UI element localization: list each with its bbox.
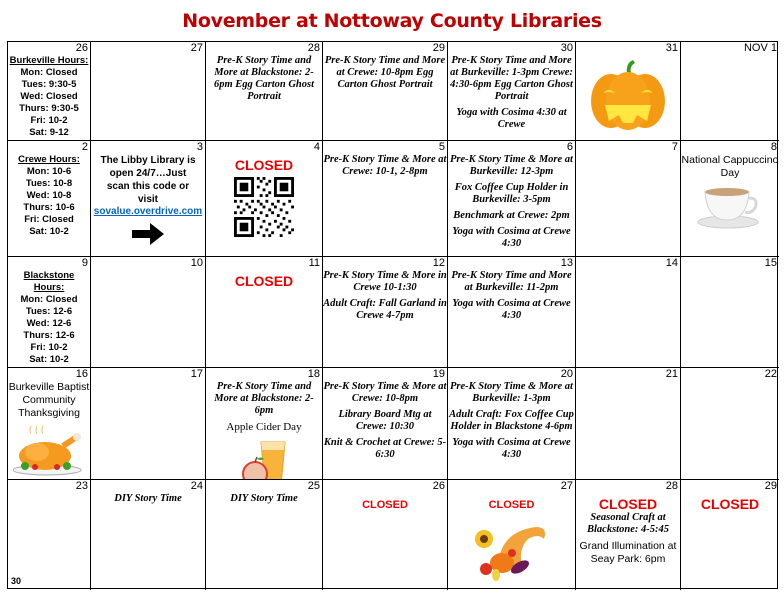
calendar-day-cell	[323, 141, 448, 257]
calendar-day-cell	[323, 42, 448, 141]
day-number: 15	[764, 257, 777, 269]
day-content	[206, 493, 322, 509]
event-item: Pre-K Story Time & More at Burkeville: 1-3pm	[450, 381, 573, 404]
day-number: 26	[432, 480, 445, 492]
page-title: November at Nottoway County Libraries	[182, 10, 602, 32]
day-number: 16	[75, 368, 88, 380]
event-item: Pre-K Story Time & More at Burkeville: 12-3pm	[450, 154, 573, 177]
day-content	[448, 381, 575, 465]
closed-label: CLOSED	[598, 496, 658, 512]
day-content	[323, 154, 447, 182]
day-number: NOV 1	[743, 42, 777, 54]
closed-label: CLOSED	[362, 499, 408, 511]
hours-line: Sat: 9-12	[29, 127, 69, 138]
calendar-grid	[7, 41, 778, 589]
hours-line: Sat: 10-2	[29, 354, 69, 365]
cornucopia-icon	[448, 517, 575, 586]
closed-label: CLOSED	[234, 157, 294, 173]
day-number: 5	[438, 141, 445, 153]
day-content	[323, 55, 447, 95]
event-note: Grand Illumination at Seay Park: 6pm	[579, 540, 677, 565]
day-content	[206, 270, 322, 289]
day-number: 29	[764, 480, 777, 492]
event-item: Pre-K Story Time and More at Burkeville: 11-2pm	[451, 270, 572, 293]
calendar-day-cell	[91, 480, 206, 590]
hours-line: Thurs: 12-6	[23, 330, 75, 341]
calendar-day-cell	[91, 368, 206, 480]
day-content	[8, 154, 90, 238]
calendar-day-cell	[448, 368, 576, 480]
day-content	[323, 270, 447, 326]
day-content	[681, 493, 779, 512]
calendar-day-cell	[448, 42, 576, 141]
branch-hours	[8, 55, 90, 139]
day-content	[8, 381, 90, 480]
calendar-day-cell	[206, 141, 323, 257]
calendar-day-cell	[8, 480, 91, 590]
event-item: Pre-K Story Time & More at Crewe: 10-1, 2-8pm	[323, 154, 447, 177]
event-item: DIY Story Time	[114, 493, 182, 504]
day-number: 4	[313, 141, 320, 153]
calendar-day-cell	[576, 257, 681, 368]
hours-line: Thurs: 9:30-5	[19, 103, 79, 114]
coffee-cup-icon	[681, 184, 779, 235]
event-note: National Cappuccino Day	[681, 154, 779, 179]
calendar-day-cell	[576, 42, 681, 141]
hours-line: Tues: 10-8	[25, 178, 73, 189]
calendar-day-cell	[576, 368, 681, 480]
day-content	[206, 381, 322, 480]
calendar-day-cell	[206, 257, 323, 368]
day-number: 14	[665, 257, 678, 269]
hours-header: Crewe Hours:	[18, 154, 80, 165]
day-content	[448, 493, 575, 586]
event-item: Seasonal Craft at Blackstone: 4-5:45	[587, 512, 669, 535]
day-number: 10	[190, 257, 203, 269]
calendar-day-cell	[206, 42, 323, 141]
day-number-30: 30	[11, 576, 22, 586]
day-number: 21	[665, 368, 678, 380]
calendar-day-cell	[681, 480, 779, 590]
event-item: Yoga with Cosima at Crewe 4:30	[452, 226, 571, 249]
day-content	[323, 493, 447, 513]
event-item: Pre-K Story Time and More at Blackstone: 2-6pm Egg Carton Ghost Portrait	[213, 55, 315, 102]
event-item: Pre-K Story Time and More at Blackstone: 2-6pm	[214, 381, 314, 416]
event-item: Pre-K Story Time and More at Crewe: 10-8pm Egg Carton Ghost Portrait	[324, 55, 446, 90]
qr-code-icon	[206, 177, 322, 242]
day-number: 18	[307, 368, 320, 380]
branch-hours	[8, 154, 90, 238]
day-content	[206, 55, 322, 107]
day-number: 17	[190, 368, 203, 380]
hours-line: Fri: Closed	[24, 214, 74, 225]
hours-line: Tues: 9:30-5	[21, 79, 77, 90]
event-item: Pre-K Story Time & More at Crewe: 10-8pm	[323, 381, 447, 404]
overdrive-link[interactable]: sovalue.overdrive.com	[93, 206, 203, 217]
closed-label: CLOSED	[488, 499, 535, 511]
calendar-day-cell	[91, 141, 206, 257]
day-number: 31	[665, 42, 678, 54]
day-content	[681, 154, 779, 235]
apple-cider-icon	[206, 438, 322, 480]
event-item: DIY Story Time	[230, 493, 298, 504]
day-content	[323, 381, 447, 465]
day-number: 27	[190, 42, 203, 54]
hours-line: Tues: 12-6	[25, 306, 73, 317]
day-number: 27	[560, 480, 573, 492]
calendar-day-cell	[681, 368, 779, 480]
calendar-day-cell	[576, 141, 681, 257]
calendar-day-cell	[206, 480, 323, 590]
day-number: 8	[770, 141, 777, 153]
day-content	[206, 154, 322, 242]
hours-line: Mon: Closed	[20, 294, 78, 305]
day-number: 30	[560, 42, 573, 54]
day-number: 19	[432, 368, 445, 380]
event-item: Yoga with Cosima 4:30 at Crewe	[456, 107, 567, 130]
calendar-day-cell	[681, 141, 779, 257]
event-item: Adult Craft: Fall Garland in Crewe 4-7pm	[323, 298, 447, 321]
closed-label: CLOSED	[234, 273, 294, 289]
day-number: 29	[432, 42, 445, 54]
calendar-day-cell	[8, 141, 91, 257]
calendar-day-cell	[8, 42, 91, 141]
branch-hours	[8, 270, 90, 366]
hours-line: Fri: 10-2	[30, 342, 68, 353]
hours-header: Burkeville Hours:	[9, 55, 89, 66]
event-item: Pre-K Story Time and More at Burkeville: 1-3pm Crewe: 4:30-6pm Egg Carton Ghost Portrait	[450, 55, 573, 102]
calendar-day-cell	[448, 141, 576, 257]
closed-label: CLOSED	[700, 496, 760, 512]
day-number: 9	[81, 257, 88, 269]
hours-line: Wed: 12-6	[26, 318, 72, 329]
event-item: Knit & Crochet at Crewe: 5-6:30	[323, 437, 447, 460]
calendar-day-cell	[323, 368, 448, 480]
event-note: Burkeville Baptist Community Thanksgiving	[8, 381, 90, 419]
day-number: 2	[81, 141, 88, 153]
calendar-day-cell	[681, 42, 779, 141]
day-number: 26	[75, 42, 88, 54]
calendar-day-cell	[681, 257, 779, 368]
event-note: Apple Cider Day	[226, 421, 302, 433]
day-number: 20	[560, 368, 573, 380]
calendar-day-cell	[8, 257, 91, 368]
hours-line: Sat: 10-2	[29, 226, 69, 237]
calendar-day-cell	[91, 42, 206, 141]
day-number: 3	[196, 141, 203, 153]
calendar-day-cell	[91, 257, 206, 368]
hours-line: Mon: Closed	[20, 67, 78, 78]
day-number: 24	[190, 480, 203, 492]
day-number: 13	[560, 257, 573, 269]
calendar-day-cell	[206, 368, 323, 480]
day-number: 28	[307, 42, 320, 54]
day-number: 23	[75, 480, 88, 492]
turkey-icon	[8, 424, 90, 480]
day-number: 7	[671, 141, 678, 153]
day-content	[91, 154, 205, 252]
calendar-day-cell	[323, 257, 448, 368]
hours-line: Wed: Closed	[20, 91, 78, 102]
day-number: 11	[308, 257, 320, 269]
arrow-right-icon	[91, 221, 205, 252]
day-content	[448, 154, 575, 254]
day-number: 6	[566, 141, 573, 153]
calendar-day-cell	[448, 257, 576, 368]
day-content	[448, 55, 575, 135]
hours-line: Mon: 10-6	[26, 166, 72, 177]
jack-o-lantern-icon	[576, 59, 680, 136]
calendar-day-cell	[448, 480, 576, 590]
event-item: Yoga with Cosima at Crewe 4:30	[452, 437, 571, 460]
event-item: Adult Craft: Fox Coffee Cup Holder in Blackstone 4-6pm	[449, 409, 574, 432]
day-content	[91, 493, 205, 509]
day-number: 12	[432, 257, 445, 269]
day-number: 25	[307, 480, 320, 492]
day-content	[448, 270, 575, 326]
day-content	[576, 493, 680, 566]
hours-line: Fri: 10-2	[30, 115, 68, 126]
event-item: Benchmark at Crewe: 2pm	[453, 210, 570, 221]
calendar-day-cell	[576, 480, 681, 590]
day-content	[8, 270, 90, 366]
hours-header: Blackstone Hours:	[23, 270, 75, 293]
day-number: 22	[764, 368, 777, 380]
event-item: Yoga with Cosima at Crewe 4:30	[452, 298, 571, 321]
calendar-day-cell	[8, 368, 91, 480]
hours-line: Wed: 10-8	[26, 190, 72, 201]
hours-line: Thurs: 10-6	[23, 202, 75, 213]
event-item: Pre-K Story Time & More in Crewe 10-1:30	[323, 270, 447, 293]
calendar-day-cell	[323, 480, 448, 590]
event-item: Fox Coffee Cup Holder in Burkeville: 3-5pm	[454, 182, 569, 205]
event-item: Library Board Mtg at Crewe: 10:30	[338, 409, 432, 432]
day-number: 28	[665, 480, 678, 492]
libby-text: The Libby Library is open 24/7…Just scan this code or visit	[100, 155, 196, 205]
day-content	[8, 55, 90, 139]
day-content	[576, 55, 680, 136]
